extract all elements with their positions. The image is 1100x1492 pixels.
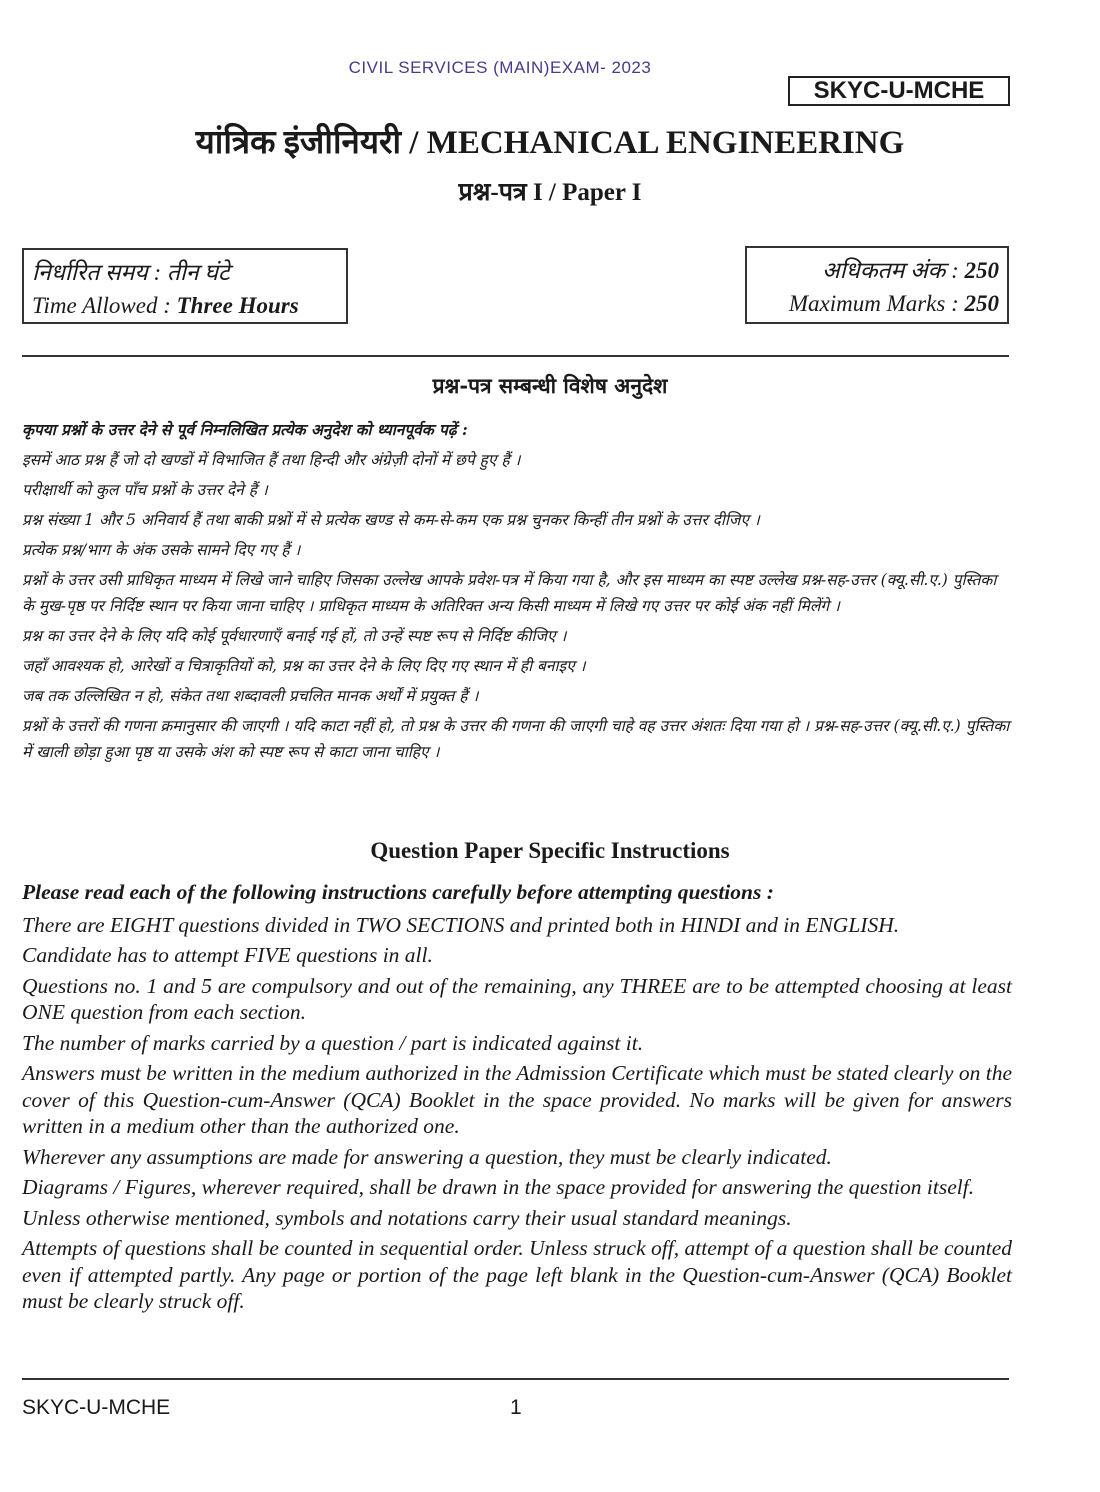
- exam-name-text: CIVIL SERVICES (MAIN)EXAM- 2023: [348, 58, 652, 77]
- footer-paper-code: SKYC-U-MCHE: [22, 1396, 171, 1419]
- english-instruction-item: The number of marks carried by a question / part is indicated against it.: [22, 1030, 644, 1055]
- time-allowed-label: Time Allowed :: [32, 293, 177, 318]
- maximum-marks-label: Maximum Marks :: [788, 291, 965, 316]
- hindi-instructions-title: प्रश्न-पत्र सम्बन्धी विशेष अनुदेश: [432, 373, 668, 398]
- maximum-marks-hindi-value: 250: [964, 258, 999, 283]
- english-instruction-item: Diagrams / Figures, wherever required, shall be drawn in the space provided for answering the question itself.: [22, 1175, 975, 1199]
- maximum-marks-box: [745, 246, 1009, 324]
- header-divider: [22, 355, 1009, 357]
- time-allowed-box: [22, 248, 348, 324]
- maximum-marks-english: [755, 287, 999, 320]
- english-instruction-item: Attempts of questions shall be counted in sequential order. Unless struck off, attempt of a question shall be counted even if attempted partly. Any page or portion of the page left blank in the Question-cum-Answer (QCA) Booklet must be clearly struck off.: [22, 1236, 1012, 1313]
- maximum-marks-hindi: [755, 254, 999, 287]
- hindi-instruction-item: प्रश्न का उत्तर देने के लिए यदि कोई पूर्वधारणाएँ बनाई गई हों, तो उन्हें स्पष्ट रूप से निर्दिष्ट कीजिए ।: [22, 627, 567, 645]
- maximum-marks-value: 250: [964, 291, 999, 316]
- hindi-instruction-item: प्रत्येक प्रश्न/भाग के अंक उसके सामने दिए गए हैं ।: [22, 541, 301, 559]
- hindi-instructions-lead: कृपया प्रश्नों के उत्तर देने से पूर्व निम्नलिखित प्रत्येक अनुदेश को ध्यानपूर्वक पढ़ें :: [22, 420, 468, 439]
- hindi-instruction-item: प्रश्नों के उत्तर उसी प्राधिकृत माध्यम में लिखे जाने चाहिए जिसका उल्लेख आपके प्रवेश-पत्र में किया गया है, और इस माध्यम का स्पष्ट उल्लेख प्रश्न-सह-उत्तर (क्यू.सी.ए.) पुस्तिका के मुख-पृष्ठ पर निर्दिष्ट स्थान पर किया जाना चाहिए । प्राधिकृत माध्यम के अतिरिक्त अन्य किसी माध्यम में लिखे गए उत्तर पर कोई अंक नहीं मिलेंगे ।: [22, 571, 997, 615]
- english-instructions-title: Question Paper Specific Instructions: [370, 838, 730, 863]
- hindi-instruction-item: प्रश्न संख्या 1 और 5 अनिवार्य हैं तथा बाकी प्रश्नों में से प्रत्येक खण्ड से कम-से-कम एक प्रश्न चुनकर किन्हीं तीन प्रश्नों के उत्तर दीजिए ।: [22, 511, 760, 529]
- english-instruction-item: Answers must be written in the medium authorized in the Admission Certificate which must be stated clearly on the cover of this Question-cum-Answer (QCA) Booklet in the space provided. No marks will be given for answers written in a medium other than the authorized one.: [22, 1061, 1012, 1138]
- time-allowed-hindi: निर्धारित समय : तीन घंटे: [32, 260, 230, 285]
- english-instructions-list: [22, 879, 1012, 1319]
- hindi-instruction-item: परीक्षार्थी को कुल पाँच प्रश्नों के उत्तर देने हैं ।: [22, 481, 268, 499]
- paper-title: प्रश्न-पत्र I / Paper I: [458, 179, 642, 206]
- english-instruction-item: Candidate has to attempt FIVE questions in all.: [22, 943, 433, 967]
- maximum-marks-hindi-label: अधिकतम अंक :: [822, 258, 965, 283]
- english-instruction-item: There are EIGHT questions divided in TWO SECTIONS and printed both in HINDI and in ENGLISH.: [22, 912, 900, 937]
- english-instruction-item: Wherever any assumptions are made for answering a question, they must be clearly indicated.: [22, 1144, 832, 1169]
- hindi-instruction-item: जहाँ आवश्यक हो, आरेखों व चित्राकृतियों को, प्रश्न का उत्तर देने के लिए दिए गए स्थान में ही बनाइए ।: [22, 657, 586, 675]
- exam-name: [0, 58, 1000, 78]
- paper-code-box: SKYC-U-MCHE: [788, 76, 1010, 106]
- english-instruction-item: Questions no. 1 and 5 are compulsory and out of the remaining, any THREE are to be attempted choosing at least ONE question from each section.: [22, 973, 1012, 1024]
- time-allowed-english: [32, 289, 338, 322]
- hindi-instruction-item: इसमें आठ प्रश्न हैं जो दो खण्डों में विभाजित हैं तथा हिन्दी और अंग्रेज़ी दोनों में छपे हुए हैं ।: [22, 451, 521, 469]
- hindi-instruction-item: जब तक उल्लिखित न हो, संकेत तथा शब्दावली प्रचलित मानक अर्थों में प्रयुक्त हैं ।: [22, 687, 479, 705]
- hindi-instruction-item: प्रश्नों के उत्तरों की गणना क्रमानुसार की जाएगी । यदि काटा नहीं हो, तो प्रश्न के उत्तर की गणना की जाएगी चाहे वह उत्तर अंशतः दिया गया हो । प्रश्न-सह-उत्तर (क्यू.सी.ए.) पुस्तिका में खाली छोड़ा हुआ पृष्ठ या उसके अंश को स्पष्ट रूप से काटा जाना चाहिए ।: [22, 717, 1010, 761]
- footer-divider: [22, 1378, 1009, 1380]
- subject-title: यांत्रिक इंजीनियरी / MECHANICAL ENGINEERING: [195, 125, 905, 161]
- time-allowed-value: Three Hours: [176, 293, 299, 318]
- hindi-instructions-list: [22, 417, 1012, 769]
- english-instruction-item: Unless otherwise mentioned, symbols and notations carry their usual standard meanings.: [22, 1205, 792, 1230]
- english-instructions-lead: Please read each of the following instructions carefully before attempting questions :: [22, 880, 774, 904]
- page-number: 1: [510, 1396, 522, 1419]
